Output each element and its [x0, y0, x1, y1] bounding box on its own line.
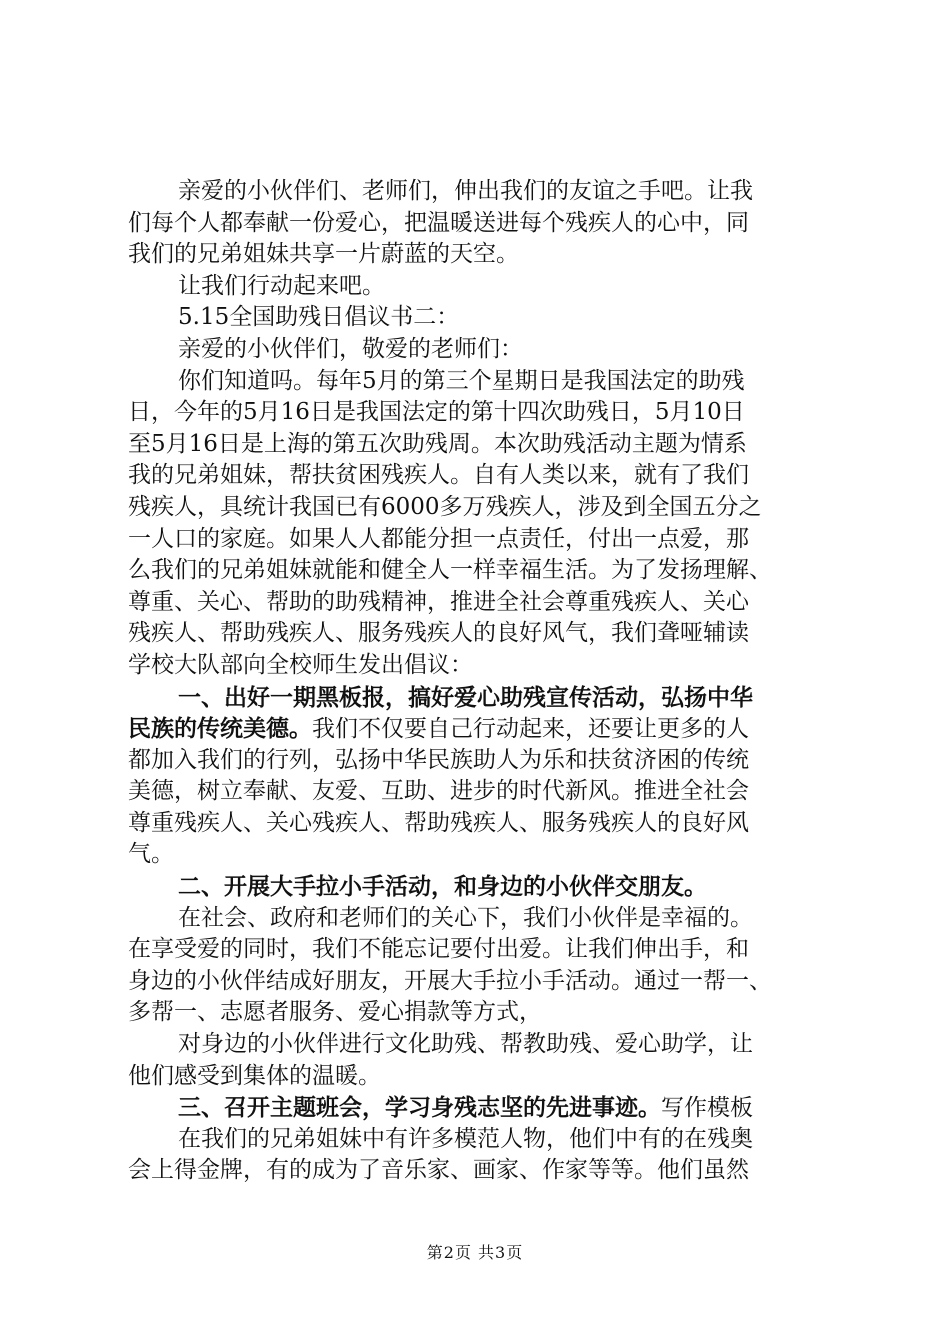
text-line [128, 682, 838, 714]
body-text: 学校大队部向全校师生发出倡议： [128, 651, 473, 678]
text-line [128, 776, 838, 808]
body-text: 日，今年的5月16日是我国法定的第十四次助残日，5月10日 [128, 399, 745, 426]
page-footer: 第2页 共3页 [426, 1243, 524, 1262]
text-line [128, 366, 838, 398]
text-line [128, 524, 838, 556]
body-text: 我的兄弟姐妹，帮扶贫困残疾人。自有人类以来，就有了我们 [128, 462, 749, 489]
text-line [128, 492, 838, 524]
text-line [128, 871, 838, 903]
body-text: 残疾人、帮助残疾人、服务残疾人的良好风气，我们聋哑辅读 [128, 620, 749, 647]
text-line [128, 808, 838, 840]
body-text: 多帮一、志愿者服务、爱心捐款等方式， [128, 999, 542, 1026]
body-text: 会上得金牌，有的成为了音乐家、画家、作家等等。他们虽然 [128, 1157, 749, 1184]
text-line [128, 1061, 838, 1093]
text-line [128, 334, 838, 366]
body-text: 在我们的兄弟姐妹中有许多模范人物，他们中有的在残奥 [178, 1125, 753, 1152]
text-line [128, 1029, 838, 1061]
text-line [128, 429, 838, 461]
body-text: 你们知道吗。每年5月的第三个星期日是我国法定的助残 [178, 367, 745, 394]
body-text: 写作模板 [661, 1095, 753, 1122]
text-line [128, 208, 838, 240]
text-line [128, 1155, 838, 1187]
text-line [128, 966, 838, 998]
text-line [128, 713, 838, 745]
text-line [128, 903, 838, 935]
body-text: 他们感受到集体的温暖。 [128, 1062, 381, 1089]
text-line [128, 587, 838, 619]
text-line [128, 239, 838, 271]
body-text: 亲爱的小伙伴们，敬爱的老师们： [178, 335, 523, 362]
body-text: 气。 [128, 841, 174, 868]
bold-text: 二、开展大手拉小手活动，和身边的小伙伴交朋友。 [178, 873, 707, 901]
body-text: 们每个人都奉献一份爱心，把温暖送进每个残疾人的心中，同 [128, 209, 749, 236]
body-text: 对身边的小伙伴进行文化助残、帮教助残、爱心助学，让 [178, 1031, 753, 1058]
body-text: 至5月16日是上海的第五次助残周。本次助残活动主题为情系 [128, 430, 747, 457]
text-line [128, 839, 838, 871]
text-line [128, 397, 838, 429]
body-text: 让我们行动起来吧。 [178, 272, 385, 299]
bold-text: 三、召开主题班会，学习身残志坚的先进事迹。 [178, 1094, 661, 1122]
text-line [128, 745, 838, 777]
body-text: 都加入我们的行列，弘扬中华民族助人为乐和扶贫济困的传统 [128, 746, 749, 773]
document-body [128, 176, 838, 1187]
body-text: 美德，树立奉献、友爱、互助、进步的时代新风。推进全社会 [128, 778, 749, 805]
body-text: 残疾人，具统计我国已有6000多万残疾人，涉及到全国五分之 [128, 493, 762, 520]
text-line [128, 1124, 838, 1156]
body-text: 亲爱的小伙伴们、老师们，伸出我们的友谊之手吧。让我 [178, 178, 753, 204]
text-line [128, 271, 838, 303]
text-line [128, 302, 838, 334]
bold-text: 民族的传统美德。 [128, 715, 312, 743]
text-line [128, 934, 838, 966]
body-text: 我们不仅要自己行动起来，还要让更多的人 [312, 716, 749, 743]
body-text: 在享受爱的同时，我们不能忘记要付出爱。让我们伸出手，和 [128, 936, 749, 963]
text-line [128, 176, 838, 208]
body-text: 尊重、关心、帮助的助残精神，推进全社会尊重残疾人、关心 [128, 588, 749, 615]
text-line [128, 650, 838, 682]
body-text: 一人口的家庭。如果人人都能分担一点责任，付出一点爱，那 [128, 525, 749, 552]
body-text: 5.15全国助残日倡议书二： [178, 304, 460, 331]
body-text: 身边的小伙伴结成好朋友，开展大手拉小手活动。通过一帮一、 [128, 967, 772, 994]
body-text: 在社会、政府和老师们的关心下，我们小伙伴是幸福的。 [178, 904, 753, 931]
body-text: 尊重残疾人、关心残疾人、帮助残疾人、服务残疾人的良好风 [128, 809, 749, 836]
text-line [128, 1092, 838, 1124]
body-text: 我们的兄弟姐妹共享一片蔚蓝的天空。 [128, 241, 519, 268]
body-text: 么我们的兄弟姐妹就能和健全人一样幸福生活。为了发扬理解、 [128, 557, 772, 584]
bold-text: 一、出好一期黑板报，搞好爱心助残宣传活动，弘扬中华 [178, 683, 753, 711]
text-line [128, 618, 838, 650]
text-line [128, 997, 838, 1029]
text-line [128, 460, 838, 492]
text-line [128, 555, 838, 587]
